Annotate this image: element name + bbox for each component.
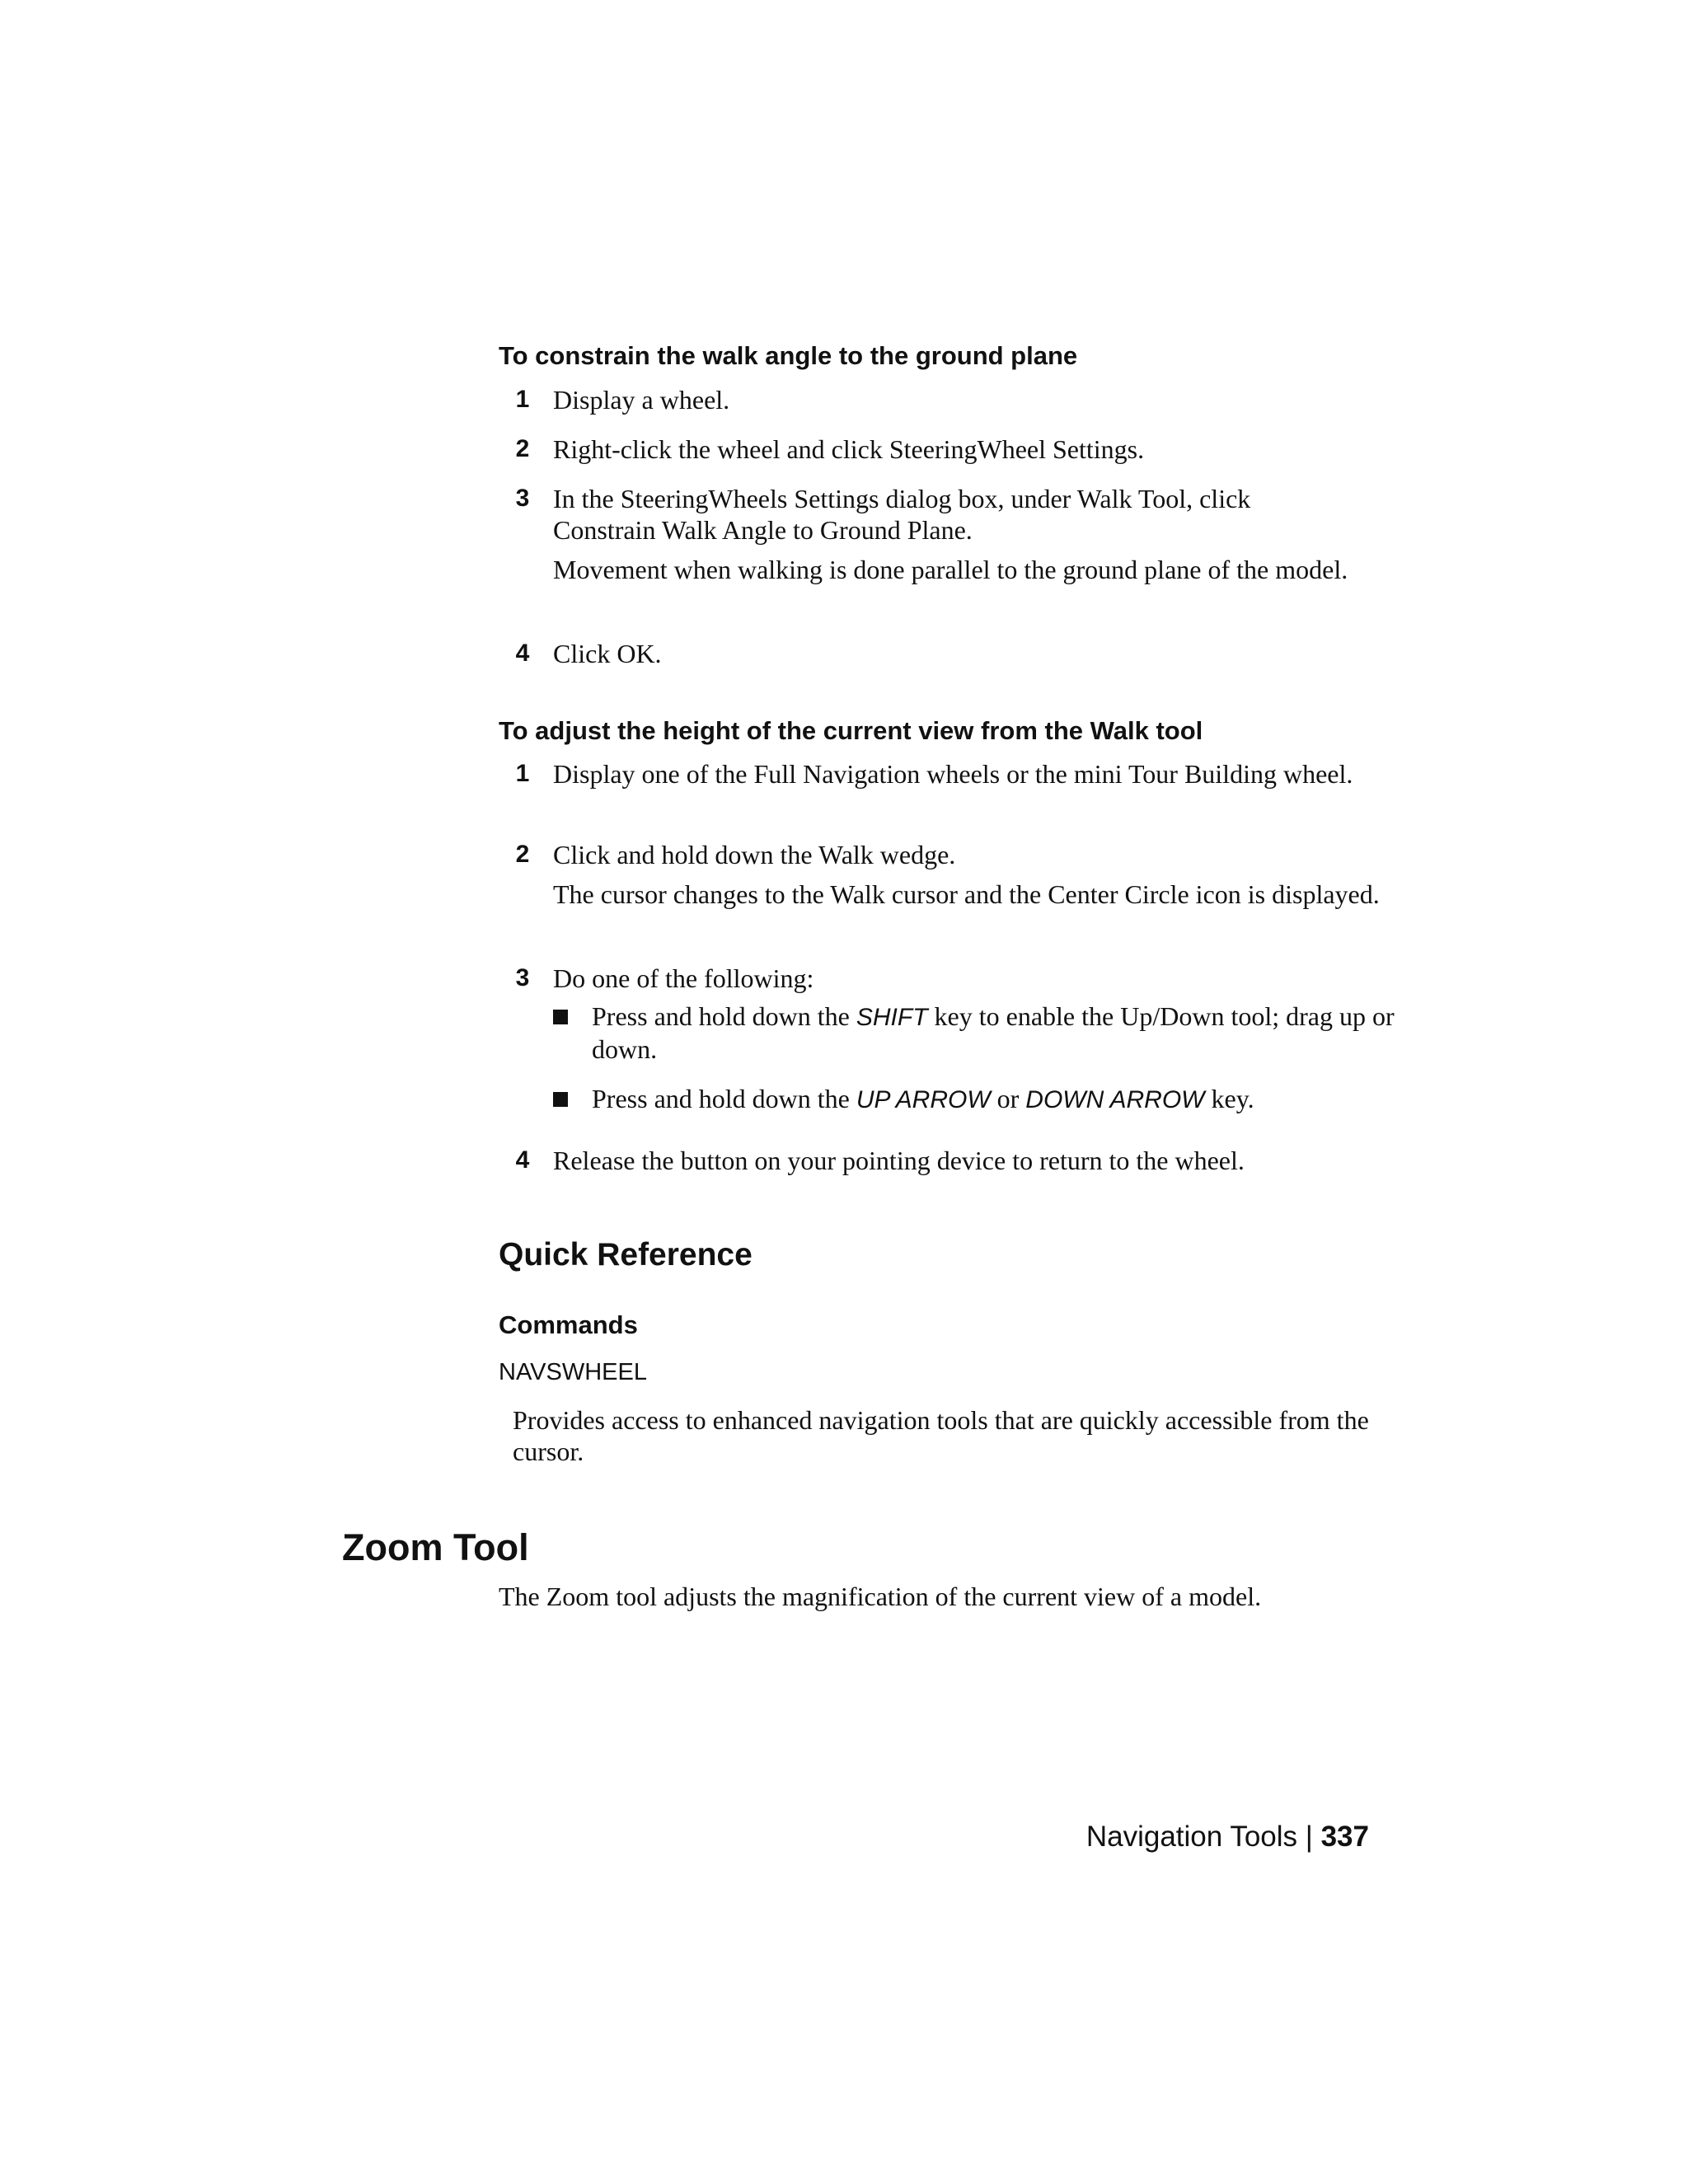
footer-separator: | — [1305, 1821, 1313, 1853]
step-note: The cursor changes to the Walk cursor and the Center Circle icon is displayed. — [553, 879, 1380, 909]
quick-reference-title: Quick Reference — [499, 1237, 753, 1272]
step-text: Display one of the Full Navigation wheels or the mini Tour Building wheel. — [553, 759, 1353, 789]
step-text: Click and hold down the Walk wedge. — [553, 840, 956, 869]
step-number: 1 — [515, 760, 530, 787]
procedure-heading-constrain: To constrain the walk angle to the ground plane — [499, 341, 1078, 370]
command-name: NAVSWHEEL — [499, 1359, 647, 1385]
page-number: 337 — [1320, 1821, 1369, 1853]
bullet-item: Press and hold down the UP ARROW or DOWN ARROW key. — [592, 1084, 1254, 1113]
step-text: Right-click the wheel and click SteeringWheel Settings. — [553, 434, 1145, 464]
step-number: 3 — [515, 964, 530, 991]
step-number: 4 — [515, 640, 530, 667]
step-text: Release the button on your pointing device to return to the wheel. — [553, 1146, 1245, 1175]
command-description: Provides access to enhanced navigation tools that are quickly accessible from the cursor. — [513, 1405, 1369, 1466]
step-text: Display a wheel. — [553, 385, 730, 415]
step-text: Do one of the following: — [553, 963, 814, 993]
procedure-heading-adjust-height: To adjust the height of the current view from the Walk tool — [499, 716, 1203, 745]
bullet-marker — [553, 1092, 568, 1107]
step-number: 4 — [515, 1146, 530, 1174]
step-number: 2 — [515, 841, 530, 868]
chapter-name: Navigation Tools — [1085, 1821, 1298, 1853]
bullet-item: Press and hold down the SHIFT key to enable the Up/Down tool; drag up or down. — [592, 1001, 1395, 1064]
commands-heading: Commands — [499, 1310, 638, 1339]
zoom-tool-title: Zoom Tool — [342, 1526, 529, 1568]
step-number: 3 — [515, 485, 530, 512]
step-number: 2 — [515, 435, 530, 462]
bullet-marker — [553, 1010, 568, 1024]
step-number: 1 — [515, 386, 530, 413]
zoom-tool-intro: The Zoom tool adjusts the magnification of the current view of a model. — [499, 1582, 1262, 1611]
step-text: Click OK. — [553, 639, 662, 668]
page-footer — [1086, 1819, 1369, 1855]
step-text: In the SteeringWheels Settings dialog box, under Walk Tool, click Constrain Walk Angle to Ground Plane. — [553, 484, 1251, 545]
step-note: Movement when walking is done parallel to the ground plane of the model. — [553, 555, 1348, 584]
